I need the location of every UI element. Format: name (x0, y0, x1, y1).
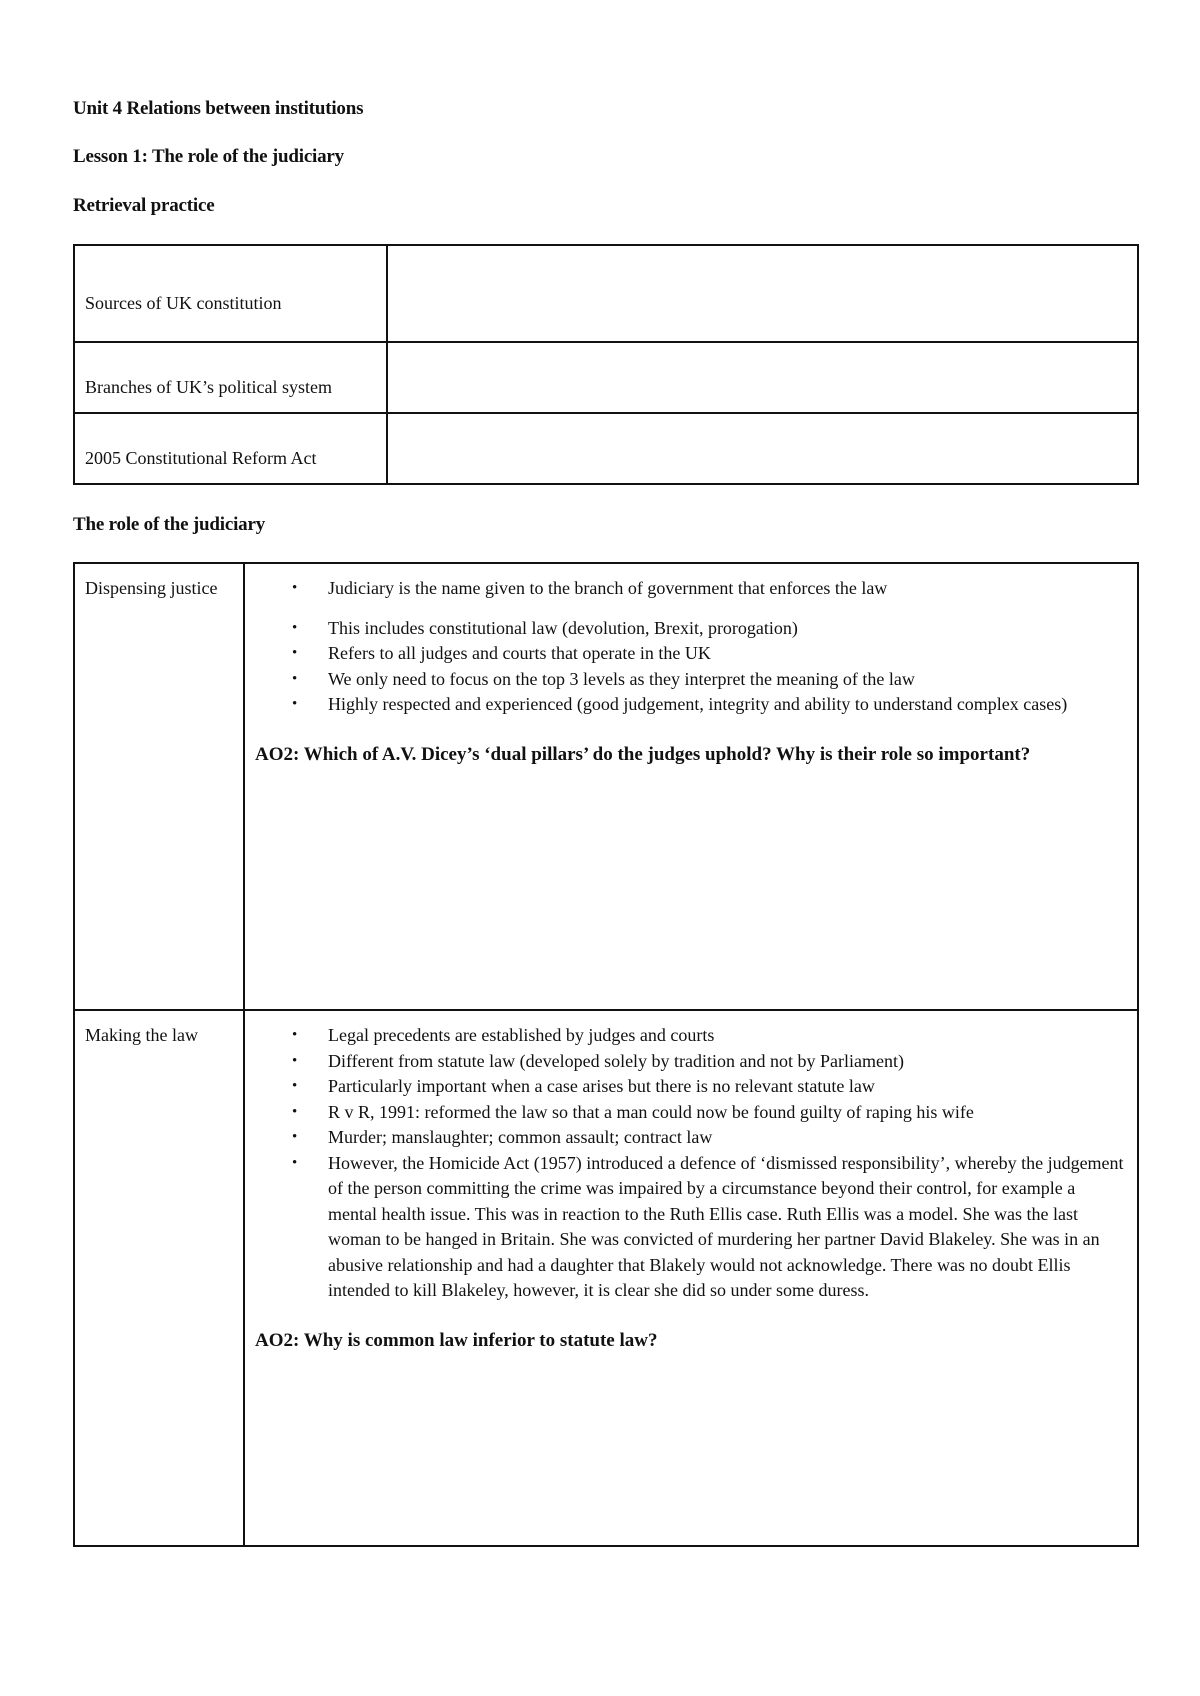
retrieval-answer-cell[interactable] (387, 413, 1138, 484)
retrieval-answer-cell[interactable] (387, 342, 1138, 413)
unit-title: Unit 4 Relations between institutions (73, 98, 364, 119)
list-item: • Different from statute law (developed solely by tradition and not by Parliament) (328, 1049, 1125, 1075)
table-row (74, 563, 1138, 1010)
table-row (74, 1010, 1138, 1546)
retrieval-heading: Retrieval practice (73, 195, 215, 216)
retrieval-label: Sources of UK constitution (74, 245, 387, 342)
ao2-question: AO2: Why is common law inferior to statute law? (255, 1329, 658, 1351)
role-section-heading: The role of the judiciary (73, 514, 266, 535)
row-content[interactable] (244, 1010, 1138, 1546)
retrieval-label: 2005 Constitutional Reform Act (74, 413, 387, 484)
list-item: • Murder; manslaughter; common assault; contract law (328, 1125, 1125, 1151)
row-content[interactable] (244, 563, 1138, 1010)
retrieval-practice-table (73, 244, 1139, 485)
row-label: Making the law (74, 1010, 244, 1546)
list-item: • Judiciary is the name given to the branch of government that enforces the law (328, 576, 1125, 602)
list-item: • Legal precedents are established by judges and courts (328, 1023, 1125, 1049)
list-item: • We only need to focus on the top 3 levels as they interpret the meaning of the law (328, 667, 1125, 693)
retrieval-answer-cell[interactable] (387, 245, 1138, 342)
list-item: • Refers to all judges and courts that operate in the UK (328, 641, 1125, 667)
list-item: • Highly respected and experienced (good judgement, integrity and ability to understand complex cases) (328, 692, 1125, 718)
row-label: Dispensing justice (74, 563, 244, 1010)
judiciary-role-table (73, 562, 1139, 1547)
list-item: • R v R, 1991: reformed the law so that a man could now be found guilty of raping his wife (328, 1100, 1125, 1126)
lesson-title: Lesson 1: The role of the judiciary (73, 146, 344, 167)
ao2-question: AO2: Which of A.V. Dicey’s ‘dual pillars’ do the judges uphold? Why is their role so important? (255, 743, 1031, 765)
bullet-list (255, 1023, 1125, 1304)
retrieval-label: Branches of UK’s political system (74, 342, 387, 413)
list-item: • This includes constitutional law (devolution, Brexit, prorogation) (328, 616, 1125, 642)
list-item: • Particularly important when a case arises but there is no relevant statute law (328, 1074, 1125, 1100)
table-row (74, 413, 1138, 484)
table-row (74, 245, 1138, 342)
bullet-list (255, 576, 1125, 718)
table-row (74, 342, 1138, 413)
list-item: • However, the Homicide Act (1957) introduced a defence of ‘dismissed responsibility’, whereby the judgement of the person committing the crime was impaired by a circumstance beyond their control, for example a mental health issue. This was in reaction to the Ruth Ellis case. Ruth Ellis was a model. She was the last woman to be hanged in Britain. She was convicted of murdering her partner David Blakeley. She was in an abusive relationship and had a daughter that Blakely would not acknowledge. There was no doubt Ellis intended to kill Blakeley, however, it is clear she did so under some duress. (328, 1151, 1125, 1304)
